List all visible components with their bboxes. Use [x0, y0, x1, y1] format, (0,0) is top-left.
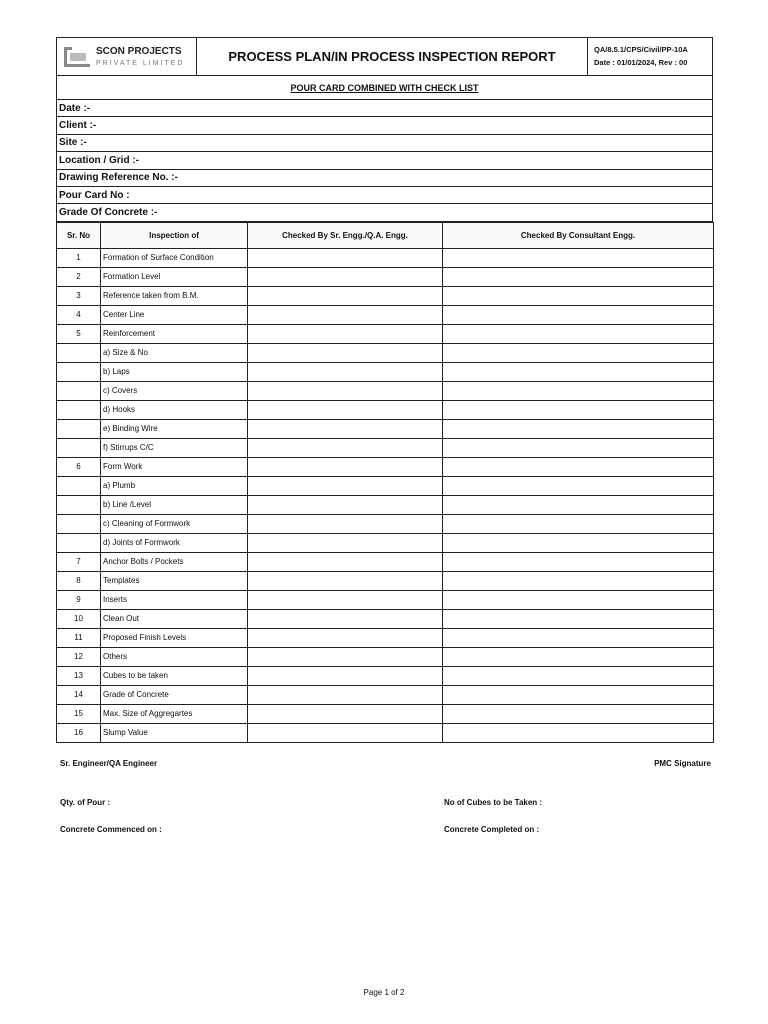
sr-engineer-label: Sr. Engineer/QA Engineer	[60, 759, 158, 768]
form-field-row[interactable]: Site :-	[56, 135, 713, 152]
consultant-check-cell[interactable]	[443, 723, 714, 742]
table-row	[57, 552, 714, 571]
table-row	[57, 514, 714, 533]
inspection-item-cell: Reference taken from B.M.	[101, 286, 248, 305]
inspection-item-cell: Center Line	[101, 305, 248, 324]
table-row	[57, 666, 714, 685]
consultant-check-cell[interactable]	[443, 647, 714, 666]
table-row	[57, 457, 714, 476]
sr-no-cell	[57, 476, 101, 495]
consultant-check-cell[interactable]	[443, 381, 714, 400]
sr-no-cell: 10	[57, 609, 101, 628]
consultant-check-cell[interactable]	[443, 628, 714, 647]
sr-engg-check-cell[interactable]	[248, 590, 443, 609]
sr-no-cell: 14	[57, 685, 101, 704]
form-field-row[interactable]: Date :-	[56, 100, 713, 117]
no-of-cubes-label: No of Cubes to be Taken :	[444, 798, 543, 807]
company-logo	[57, 38, 197, 75]
sr-no-cell: 16	[57, 723, 101, 742]
inspection-item-cell: d) Hooks	[101, 400, 248, 419]
inspection-item-cell: f) Stirrups C/C	[101, 438, 248, 457]
table-header-row	[57, 222, 714, 248]
sr-engg-check-cell[interactable]	[248, 248, 443, 267]
consultant-check-cell[interactable]	[443, 666, 714, 685]
sr-engg-check-cell[interactable]	[248, 419, 443, 438]
consultant-check-cell[interactable]	[443, 324, 714, 343]
sr-no-cell	[57, 514, 101, 533]
sr-engg-check-cell[interactable]	[248, 362, 443, 381]
table-row	[57, 609, 714, 628]
inspection-item-cell: Cubes to be taken	[101, 666, 248, 685]
sr-engg-check-cell[interactable]	[248, 343, 443, 362]
inspection-item-cell: Formation Level	[101, 267, 248, 286]
inspection-item-cell: Max. Size of Aggregartes	[101, 704, 248, 723]
header-checked-by-consultant: Checked By Consultant Engg.	[443, 222, 714, 248]
consultant-check-cell[interactable]	[443, 476, 714, 495]
sr-no-cell	[57, 419, 101, 438]
table-row	[57, 419, 714, 438]
inspection-item-cell: Reinforcement	[101, 324, 248, 343]
table-row	[57, 571, 714, 590]
report-title: PROCESS PLAN/IN PROCESS INSPECTION REPORT	[197, 38, 588, 75]
pmc-signature-label: PMC Signature	[654, 759, 711, 768]
sr-no-cell	[57, 438, 101, 457]
table-row	[57, 248, 714, 267]
inspection-item-cell: b) Laps	[101, 362, 248, 381]
sr-no-cell: 1	[57, 248, 101, 267]
consultant-check-cell[interactable]	[443, 438, 714, 457]
sr-engg-check-cell[interactable]	[248, 381, 443, 400]
table-row	[57, 533, 714, 552]
sr-engg-check-cell[interactable]	[248, 286, 443, 305]
table-row	[57, 343, 714, 362]
consultant-check-cell[interactable]	[443, 533, 714, 552]
sr-no-cell	[57, 495, 101, 514]
sr-engg-check-cell[interactable]	[248, 723, 443, 742]
sr-engg-check-cell[interactable]	[248, 628, 443, 647]
sr-no-cell: 7	[57, 552, 101, 571]
table-row	[57, 590, 714, 609]
consultant-check-cell[interactable]	[443, 552, 714, 571]
sr-engg-check-cell[interactable]	[248, 324, 443, 343]
form-subtitle: POUR CARD COMBINED WITH CHECK LIST	[56, 76, 713, 100]
company-name: SCON PROJECTS	[96, 45, 182, 57]
sr-engg-check-cell[interactable]	[248, 609, 443, 628]
table-row	[57, 324, 714, 343]
checklist-table	[56, 222, 714, 743]
sr-no-cell	[57, 533, 101, 552]
inspection-item-cell: Inserts	[101, 590, 248, 609]
consultant-check-cell[interactable]	[443, 400, 714, 419]
sr-engg-check-cell[interactable]	[248, 305, 443, 324]
sr-engg-check-cell[interactable]	[248, 571, 443, 590]
consultant-check-cell[interactable]	[443, 305, 714, 324]
inspection-item-cell: e) Binding Wire	[101, 419, 248, 438]
sr-engg-check-cell[interactable]	[248, 647, 443, 666]
sr-no-cell: 12	[57, 647, 101, 666]
form-field-row[interactable]: Drawing Reference No. :-	[56, 170, 713, 187]
doc-date-rev: Date : 01/01/2024, Rev : 00	[594, 58, 688, 67]
sr-no-cell	[57, 362, 101, 381]
consultant-check-cell[interactable]	[443, 419, 714, 438]
sr-engg-check-cell[interactable]	[248, 704, 443, 723]
inspection-item-cell: d) Joints of Formwork	[101, 533, 248, 552]
concrete-commenced-label: Concrete Commenced on :	[60, 825, 162, 834]
table-row	[57, 381, 714, 400]
consultant-check-cell[interactable]	[443, 286, 714, 305]
inspection-item-cell: a) Size & No	[101, 343, 248, 362]
table-row	[57, 438, 714, 457]
sr-no-cell: 4	[57, 305, 101, 324]
table-row	[57, 723, 714, 742]
document-reference	[588, 38, 712, 75]
sr-engg-check-cell[interactable]	[248, 438, 443, 457]
inspection-form	[56, 37, 713, 743]
consultant-check-cell[interactable]	[443, 609, 714, 628]
sr-engg-check-cell[interactable]	[248, 666, 443, 685]
sr-engg-check-cell[interactable]	[248, 476, 443, 495]
table-row	[57, 400, 714, 419]
qty-of-pour-label: Qty. of Pour :	[60, 798, 111, 807]
consultant-check-cell[interactable]	[443, 495, 714, 514]
table-row	[57, 628, 714, 647]
sr-engg-check-cell[interactable]	[248, 267, 443, 286]
sr-no-cell: 3	[57, 286, 101, 305]
sr-no-cell	[57, 381, 101, 400]
sr-engg-check-cell[interactable]	[248, 685, 443, 704]
header-checked-by-sr-engg: Checked By Sr. Engg./Q.A. Engg.	[248, 222, 443, 248]
inspection-item-cell: Grade of Concrete	[101, 685, 248, 704]
sr-no-cell: 11	[57, 628, 101, 647]
form-field-row[interactable]: Pour Card No :	[56, 187, 713, 204]
sr-engg-check-cell[interactable]	[248, 533, 443, 552]
sr-no-cell: 8	[57, 571, 101, 590]
table-row	[57, 305, 714, 324]
consultant-check-cell[interactable]	[443, 590, 714, 609]
logo-icon	[62, 44, 92, 70]
header-inspection-of: Inspection of	[101, 222, 248, 248]
consultant-check-cell[interactable]	[443, 704, 714, 723]
sr-no-cell: 13	[57, 666, 101, 685]
inspection-item-cell: c) Covers	[101, 381, 248, 400]
consultant-check-cell[interactable]	[443, 248, 714, 267]
sr-engg-check-cell[interactable]	[248, 457, 443, 476]
sr-no-cell: 5	[57, 324, 101, 343]
consultant-check-cell[interactable]	[443, 685, 714, 704]
table-row	[57, 476, 714, 495]
table-row	[57, 704, 714, 723]
inspection-item-cell: Others	[101, 647, 248, 666]
consultant-check-cell[interactable]	[443, 343, 714, 362]
table-row	[57, 495, 714, 514]
inspection-item-cell: b) Line /Level	[101, 495, 248, 514]
consultant-check-cell[interactable]	[443, 267, 714, 286]
inspection-item-cell: Form Work	[101, 457, 248, 476]
table-row	[57, 286, 714, 305]
consultant-check-cell[interactable]	[443, 457, 714, 476]
sr-engg-check-cell[interactable]	[248, 552, 443, 571]
table-row	[57, 362, 714, 381]
inspection-item-cell: a) Plumb	[101, 476, 248, 495]
sr-engg-check-cell[interactable]	[248, 514, 443, 533]
table-row	[57, 647, 714, 666]
sr-no-cell	[57, 343, 101, 362]
inspection-item-cell: Formation of Surface Condition	[101, 248, 248, 267]
sr-no-cell	[57, 400, 101, 419]
header-sr-no: Sr. No	[57, 222, 101, 248]
sr-no-cell: 2	[57, 267, 101, 286]
inspection-item-cell: c) Cleaning of Formwork	[101, 514, 248, 533]
page-number: Page 1 of 2	[363, 988, 405, 997]
inspection-item-cell: Slump Value	[101, 723, 248, 742]
doc-ref-code: QA/8.5.1/CPS/Civil/PP-10A	[594, 45, 688, 54]
inspection-item-cell: Proposed Finish Levels	[101, 628, 248, 647]
sr-no-cell: 6	[57, 457, 101, 476]
sr-engg-check-cell[interactable]	[248, 495, 443, 514]
concrete-completed-label: Concrete Completed on :	[444, 825, 540, 834]
sr-no-cell: 9	[57, 590, 101, 609]
form-field-row[interactable]: Client :-	[56, 117, 713, 134]
company-subname: PRIVATE LIMITED	[96, 59, 185, 67]
consultant-check-cell[interactable]	[443, 514, 714, 533]
table-row	[57, 685, 714, 704]
inspection-item-cell: Templates	[101, 571, 248, 590]
form-field-row[interactable]: Location / Grid :-	[56, 152, 713, 169]
form-header	[56, 37, 713, 76]
inspection-item-cell: Anchor Bolts / Pockets	[101, 552, 248, 571]
consultant-check-cell[interactable]	[443, 362, 714, 381]
form-fields	[56, 100, 713, 222]
table-row	[57, 267, 714, 286]
inspection-item-cell: Clean Out	[101, 609, 248, 628]
form-field-row[interactable]: Grade Of Concrete :-	[56, 204, 713, 221]
sr-engg-check-cell[interactable]	[248, 400, 443, 419]
consultant-check-cell[interactable]	[443, 571, 714, 590]
sr-no-cell: 15	[57, 704, 101, 723]
